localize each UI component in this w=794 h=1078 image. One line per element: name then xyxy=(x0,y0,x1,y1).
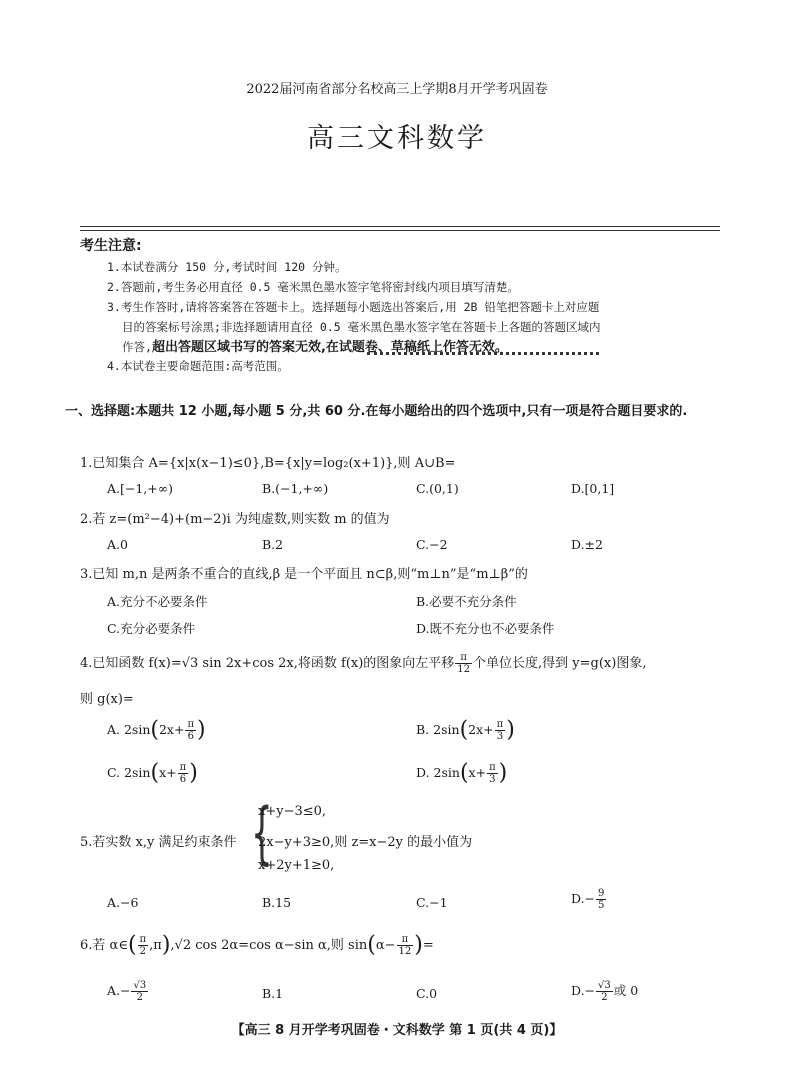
notice-item: 1.本试卷满分 150 分,考试时间 120 分钟。 xyxy=(107,260,347,274)
frac-num: √3 xyxy=(598,980,611,991)
frac-den: 2 xyxy=(139,946,147,957)
q3-option-a: A.充分不必要条件 xyxy=(107,594,208,609)
notice-item: 3.考生作答时,请将答案答在答题卡上。选择题每小题选出答案后,用 2B 铅笔把答题卡上对应题 xyxy=(107,300,600,314)
q5-condition-1: x+y−3≤0, xyxy=(258,804,327,819)
notice-item: 目的答案标号涂黑;非选择题请用直径 0.5 毫米黑色墨水签字笔在答题卡上各题的答题区域内 xyxy=(122,320,601,334)
q6-option-b: B.1 xyxy=(262,986,284,1001)
frac-num: π xyxy=(496,719,504,730)
open-paren: ( xyxy=(127,932,137,958)
q5-condition-2: 2x−y+3≥0, xyxy=(258,835,335,850)
frac-num: π xyxy=(179,762,187,773)
opt-prefix: C. 2sin xyxy=(107,765,151,780)
q4-stem-c: 则 g(x)= xyxy=(80,692,134,707)
frac-den: 3 xyxy=(496,731,504,742)
frac-den: 12 xyxy=(457,664,471,675)
frac-num: π xyxy=(187,719,195,730)
close-paren: ) xyxy=(197,717,206,743)
notice-item: 2.答题前,考生务必用直径 0.5 毫米黑色墨水签字笔将密封线内项目填写清楚。 xyxy=(107,280,519,294)
q4-option-d xyxy=(416,762,507,785)
opt-prefix: D.− xyxy=(571,983,596,998)
opt-suffix: 或 0 xyxy=(613,983,639,998)
opt-fraction xyxy=(487,762,498,785)
q1-option-d: D.[0,1] xyxy=(571,481,615,496)
frac-num: π xyxy=(455,652,472,664)
question-4 xyxy=(80,652,646,675)
close-paren: ) xyxy=(498,760,508,786)
close-paren: ) xyxy=(506,717,515,743)
frac-den: 12 xyxy=(398,946,412,957)
q6-angle-fraction xyxy=(397,934,414,957)
q3-option-d: D.既不充分也不必要条件 xyxy=(416,621,555,636)
q5-option-c: C.−1 xyxy=(416,895,448,910)
opt-mid: 2x+ xyxy=(158,722,185,737)
notice-item: 4.本试卷主要命题范围:高考范围。 xyxy=(107,359,289,373)
q6-option-a xyxy=(107,980,149,1003)
q5-stem-a: 5.若实数 x,y 满足约束条件 xyxy=(80,835,237,850)
frac-num: π xyxy=(139,934,147,945)
q3-option-c: C.充分必要条件 xyxy=(107,621,196,636)
question-1: 1.已知集合 A={x|x(x−1)≤0},B={x|y=log₂(x+1)},则 A∪B= xyxy=(80,456,456,471)
q5-condition-2-line xyxy=(258,831,472,850)
opt-prefix: D.− xyxy=(571,891,596,906)
q5-option-d xyxy=(571,888,607,911)
opt-fraction xyxy=(495,719,506,742)
q4-stem-b: 个单位长度,得到 y=g(x)图象, xyxy=(473,656,647,671)
opt-fraction xyxy=(185,719,196,742)
divider-line xyxy=(80,230,720,231)
opt-fraction xyxy=(596,888,606,911)
q4-shift-fraction xyxy=(455,652,472,675)
open-paren: ( xyxy=(367,932,376,958)
frac-num: π xyxy=(489,762,496,773)
q6-option-d xyxy=(571,980,638,1003)
q6-stem-c: ,√2 cos 2α=cos α−sin α,则 sin xyxy=(170,938,368,953)
opt-mid: x+ xyxy=(159,765,177,780)
section-heading: 一、选择题:本题共 12 小题,每小题 5 分,共 60 分.在每小题给出的四个选项中,只有一项是符合题目要求的. xyxy=(65,404,688,419)
q6-stem-a: 6.若 α∈ xyxy=(80,938,128,953)
q6-stem-e: = xyxy=(422,938,434,953)
q4-option-a xyxy=(107,719,206,742)
q5-stem-b: 则 z=x−2y 的最小值为 xyxy=(334,835,473,850)
opt-prefix: B. 2sin xyxy=(416,722,460,737)
question-6 xyxy=(80,934,434,957)
frac-den: 3 xyxy=(489,774,496,785)
open-paren: ( xyxy=(150,717,159,743)
q2-option-c: C.−2 xyxy=(416,537,448,552)
constraint-brace: { xyxy=(251,794,273,873)
q4-stem-a: 4.已知函数 f(x)=√3 sin 2x+cos 2x,将函数 f(x)的图象向左平移 xyxy=(80,656,455,671)
q2-option-b: B.2 xyxy=(262,537,284,552)
close-paren: ) xyxy=(161,932,171,958)
divider-line xyxy=(80,226,720,227)
opt-fraction xyxy=(596,980,613,1003)
frac-num: 9 xyxy=(598,888,605,899)
q5-option-a: A.−6 xyxy=(107,895,139,910)
q6-stem-d: α− xyxy=(375,938,396,953)
open-paren: ( xyxy=(459,717,469,743)
q3-option-b: B.必要不充分条件 xyxy=(416,594,517,609)
opt-prefix: D. 2sin xyxy=(416,765,460,780)
frac-den: 6 xyxy=(187,731,194,742)
q6-stem-b: ,π xyxy=(149,938,162,953)
question-3: 3.已知 m,n 是两条不重合的直线,β 是一个平面且 n⊂β,则“m⊥n”是“m⊥β”的 xyxy=(80,567,528,582)
open-paren: ( xyxy=(459,760,469,786)
close-paren: ) xyxy=(189,760,198,786)
notice-heading: 考生注意: xyxy=(80,238,142,254)
q6-interval-fraction xyxy=(138,934,149,957)
exam-name: 2022届河南省部分名校高三上学期8月开学考巩固卷 xyxy=(246,82,548,97)
opt-prefix: A. 2sin xyxy=(107,722,151,737)
opt-fraction xyxy=(131,980,148,1003)
q1-option-c: C.(0,1) xyxy=(416,481,459,496)
page-footer: 【高三 8 月开学考巩固卷・文科数学 第 1 页(共 4 页)】 xyxy=(231,1023,563,1038)
question-5 xyxy=(80,831,236,850)
emphasis-dots xyxy=(367,352,599,355)
q5-condition-3: x+2y+1≥0, xyxy=(258,858,335,873)
frac-den: 6 xyxy=(179,774,187,785)
opt-fraction xyxy=(178,762,189,785)
frac-den: 5 xyxy=(598,900,605,911)
question-2: 2.若 z=(m²−4)+(m−2)i 为纯虚数,则实数 m 的值为 xyxy=(80,512,390,527)
frac-num: √3 xyxy=(133,980,147,991)
open-paren: ( xyxy=(150,760,160,786)
q1-option-a: A.[−1,+∞) xyxy=(107,481,174,496)
q5-option-b: B.15 xyxy=(262,895,292,910)
close-paren: ) xyxy=(414,932,423,958)
q2-option-d: D.±2 xyxy=(571,537,603,552)
page-title: 高三文科数学 xyxy=(307,123,487,154)
q6-option-c: C.0 xyxy=(416,986,438,1001)
q1-option-b: B.(−1,+∞) xyxy=(262,481,329,496)
notice-bold-warning: 超出答题区域书写的答案无效,在试题卷、草稿纸上作答无效。 xyxy=(151,340,508,355)
frac-den: 2 xyxy=(136,992,144,1003)
opt-mid: x+ xyxy=(468,765,487,780)
frac-num: π xyxy=(397,934,414,946)
q2-option-a: A.0 xyxy=(107,537,128,552)
opt-prefix: A.− xyxy=(107,983,131,998)
q4-option-c xyxy=(107,762,198,785)
notice-item: 作答, xyxy=(122,340,152,354)
frac-den: 2 xyxy=(601,992,608,1003)
opt-mid: 2x+ xyxy=(468,722,494,737)
q4-option-b xyxy=(416,719,515,742)
